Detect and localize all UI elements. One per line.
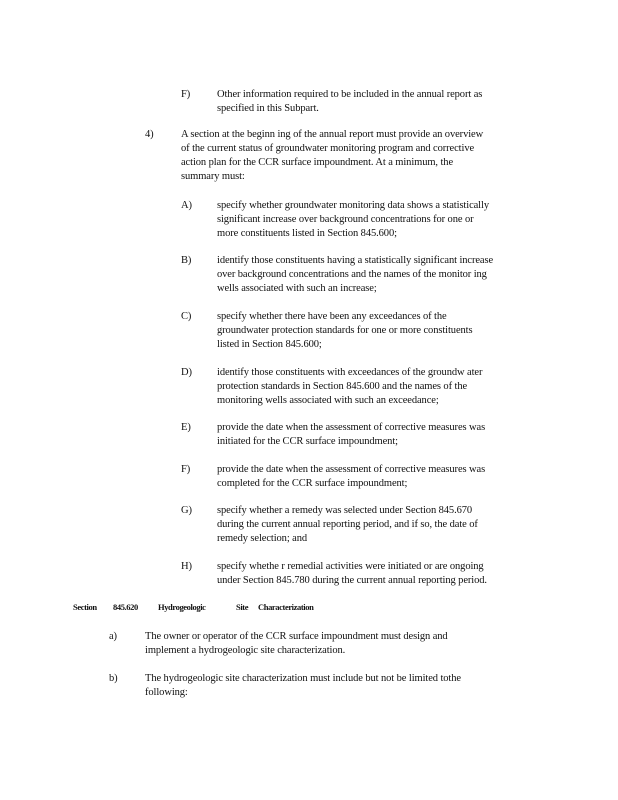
text-line: more constituents listed in Section 845.600; [217,228,397,239]
item-label: E) [181,422,191,433]
text-line: specify whethe r remedial activities were initiated or are ongoing [217,561,484,572]
text-line: Other information required to be included in the annual report as [217,89,483,100]
paragraph [217,199,489,241]
paragraph [217,463,485,491]
item-label: B) [181,255,192,266]
text-line: specify whether a remedy was selected under Section 845.670 [217,505,473,516]
item-label: H) [181,561,192,572]
text-line: listed in Section 845.600; [217,339,322,350]
text-line: monitoring wells associated with such an exceedance; [217,395,439,406]
paragraph [217,560,487,588]
text-line: protection standards in Section 845.600 and the names of the [217,381,468,392]
text-line: summary must: [181,171,245,182]
text-line: The owner or operator of the CCR surface impoundment must design and [145,631,448,642]
text-line: provide the date when the assessment of corrective measures was [217,464,486,475]
text-line: specify whether there have been any exceedances of the [217,311,447,322]
item-label: D) [181,367,192,378]
section-title-word: Hydrogeologic [158,602,206,612]
text-line: The hydrogeologic site characterization must include but not be limited tothe [145,673,461,684]
text-line: during the current annual reporting period, and if so, the date of [217,519,478,530]
text-line: groundwater protection standards for one or more constituents [217,325,473,336]
text-line: action plan for the CCR surface impoundment. At a minimum, the [181,157,453,168]
section-title-word: Characterization [258,602,314,612]
text-line: significant increase over background concentrations for one or [217,214,474,225]
text-line: A section at the beginn ing of the annual report must provide an overview [181,129,484,140]
text-line: under Section 845.780 during the current annual reporting period. [217,575,487,586]
text-line: specified in this Subpart. [217,103,319,114]
text-line: identify those constituents having a statistically significant increase [217,255,494,266]
paragraph [217,254,493,296]
text-line: implement a hydrogeologic site characterization. [145,645,346,656]
paragraph [181,128,483,184]
item-label: F) [181,464,191,475]
paragraph [217,421,485,449]
text-line: completed for the CCR surface impoundment; [217,478,408,489]
paragraph [217,504,478,546]
section-title-word: Site [236,602,249,612]
item-label: C) [181,311,192,322]
text-line: remedy selection; and [217,533,308,544]
item-label: 4) [145,129,154,140]
paragraph [145,630,448,658]
section-label: Section [73,602,97,612]
text-line: provide the date when the assessment of corrective measures was [217,422,486,433]
text-line: identify those constituents with exceedances of the groundw ater [217,367,483,378]
text-line: specify whether groundwater monitoring data shows a statistically [217,200,489,211]
paragraph [217,88,482,116]
item-label: a) [109,631,117,642]
item-label: G) [181,505,192,516]
paragraph [217,366,482,408]
text-line: initiated for the CCR surface impoundment; [217,436,398,447]
item-label: b) [109,673,118,684]
item-label: F) [181,89,191,100]
text-line: wells associated with such an increase; [217,283,377,294]
text-line: of the current status of groundwater monitoring program and corrective [181,143,475,154]
text-line: following: [145,687,188,698]
paragraph [217,310,472,352]
item-label: A) [181,200,192,211]
text-line: over background concentrations and the names of the monitor ing [217,269,487,280]
paragraph [145,672,461,700]
section-number: 845.620 [113,602,138,612]
